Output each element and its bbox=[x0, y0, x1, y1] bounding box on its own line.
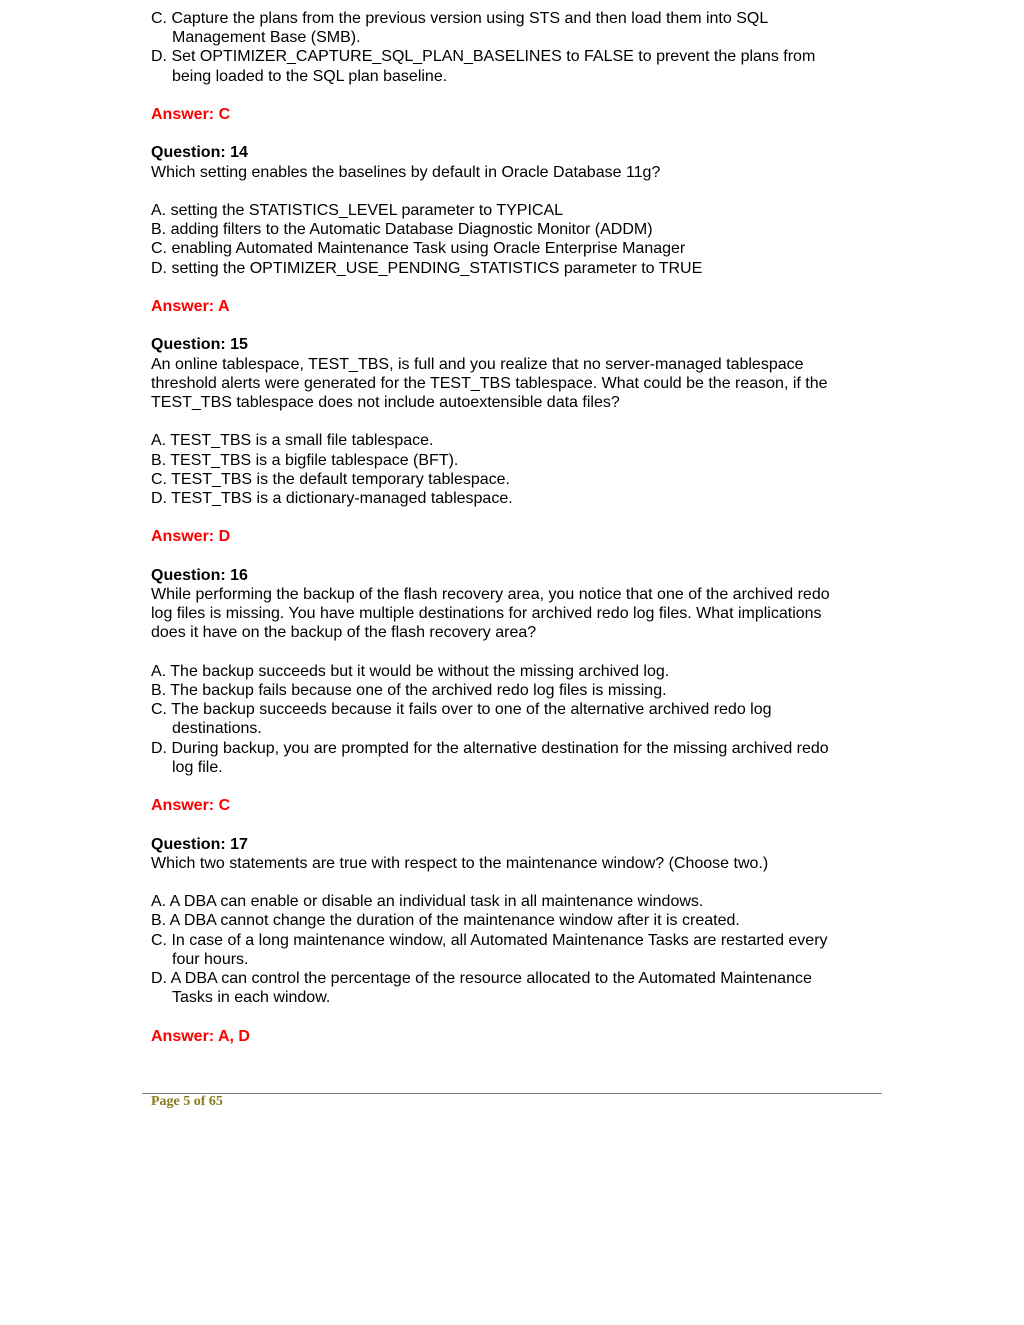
option-c: C. In case of a long maintenance window, all Automated Maintenance Tasks are restarted every bbox=[151, 931, 828, 949]
question-text: While performing the backup of the flash recovery area, you notice that one of the archived redo bbox=[151, 585, 830, 603]
page-number: Page 5 of 65 bbox=[151, 1094, 223, 1109]
question-heading: Question: 15 bbox=[151, 336, 248, 354]
option-a: A. A DBA can enable or disable an individual task in all maintenance windows. bbox=[151, 893, 704, 911]
option-c: C. The backup succeeds because it fails over to one of the alternative archived redo log bbox=[151, 701, 772, 719]
answer: Answer: D bbox=[151, 528, 231, 546]
question-text: log files is missing. You have multiple destinations for archived redo log files. What implications bbox=[151, 605, 822, 623]
option-a: A. TEST_TBS is a small file tablespace. bbox=[151, 432, 434, 450]
option-c-prev bbox=[151, 9, 871, 47]
question-text: does it have on the backup of the flash recovery area? bbox=[151, 624, 537, 642]
option-c-continued: destinations. bbox=[172, 720, 262, 738]
option-d: D. During backup, you are prompted for the alternative destination for the missing archived redo bbox=[151, 739, 829, 757]
answer: Answer: A bbox=[151, 297, 230, 315]
option-b: B. TEST_TBS is a bigfile tablespace (BFT). bbox=[151, 451, 459, 469]
question-15 bbox=[151, 335, 871, 546]
option-c: C. TEST_TBS is the default temporary tablespace. bbox=[151, 470, 510, 488]
option-d-prev bbox=[151, 47, 871, 85]
question-heading: Question: 17 bbox=[151, 835, 248, 853]
option-d: D. setting the OPTIMIZER_USE_PENDING_STATISTICS parameter to TRUE bbox=[151, 259, 703, 277]
option-line: C. Capture the plans from the previous version using STS and then load them into SQL bbox=[151, 10, 769, 27]
option-line: D. Set OPTIMIZER_CAPTURE_SQL_PLAN_BASELINES to FALSE to prevent the plans from bbox=[151, 48, 816, 66]
option-d: D. TEST_TBS is a dictionary-managed tablespace. bbox=[151, 489, 513, 507]
question-text: Which setting enables the baselines by default in Oracle Database 11g? bbox=[151, 163, 661, 181]
answer-prev: Answer: C bbox=[151, 106, 231, 123]
question-heading: Question: 16 bbox=[151, 566, 248, 584]
option-d-continued: Tasks in each window. bbox=[172, 989, 331, 1007]
option-a: A. The backup succeeds but it would be without the missing archived log. bbox=[151, 662, 670, 680]
question-text: Which two statements are true with respect to the maintenance window? (Choose two.) bbox=[151, 854, 769, 872]
option-d: D. A DBA can control the percentage of the resource allocated to the Automated Maintenance bbox=[151, 969, 812, 987]
question-text: An online tablespace, TEST_TBS, is full and you realize that no server-managed tablespace bbox=[151, 355, 804, 373]
question-text: TEST_TBS tablespace does not include autoextensible data files? bbox=[151, 393, 620, 411]
answer: Answer: A, D bbox=[151, 1027, 250, 1045]
page-content bbox=[151, 9, 871, 1046]
option-line: Management Base (SMB). bbox=[172, 29, 361, 47]
question-16 bbox=[151, 566, 871, 816]
question-14 bbox=[151, 143, 871, 316]
option-d-continued: log file. bbox=[172, 758, 223, 776]
question-text: threshold alerts were generated for the TEST_TBS tablespace. What could be the reason, if the bbox=[151, 374, 828, 392]
option-b: B. adding filters to the Automatic Database Diagnostic Monitor (ADDM) bbox=[151, 221, 653, 239]
option-line: being loaded to the SQL plan baseline. bbox=[172, 67, 448, 85]
answer: Answer: C bbox=[151, 797, 231, 815]
option-a: A. setting the STATISTICS_LEVEL parameter to TYPICAL bbox=[151, 201, 564, 219]
footer-divider bbox=[142, 1093, 882, 1094]
option-c-continued: four hours. bbox=[172, 950, 249, 968]
question-17 bbox=[151, 835, 871, 1046]
question-heading: Question: 14 bbox=[151, 144, 248, 162]
option-c: C. enabling Automated Maintenance Task using Oracle Enterprise Manager bbox=[151, 240, 686, 258]
option-b: B. A DBA cannot change the duration of the maintenance window after it is created. bbox=[151, 912, 740, 930]
option-b: B. The backup fails because one of the archived redo log files is missing. bbox=[151, 681, 667, 699]
